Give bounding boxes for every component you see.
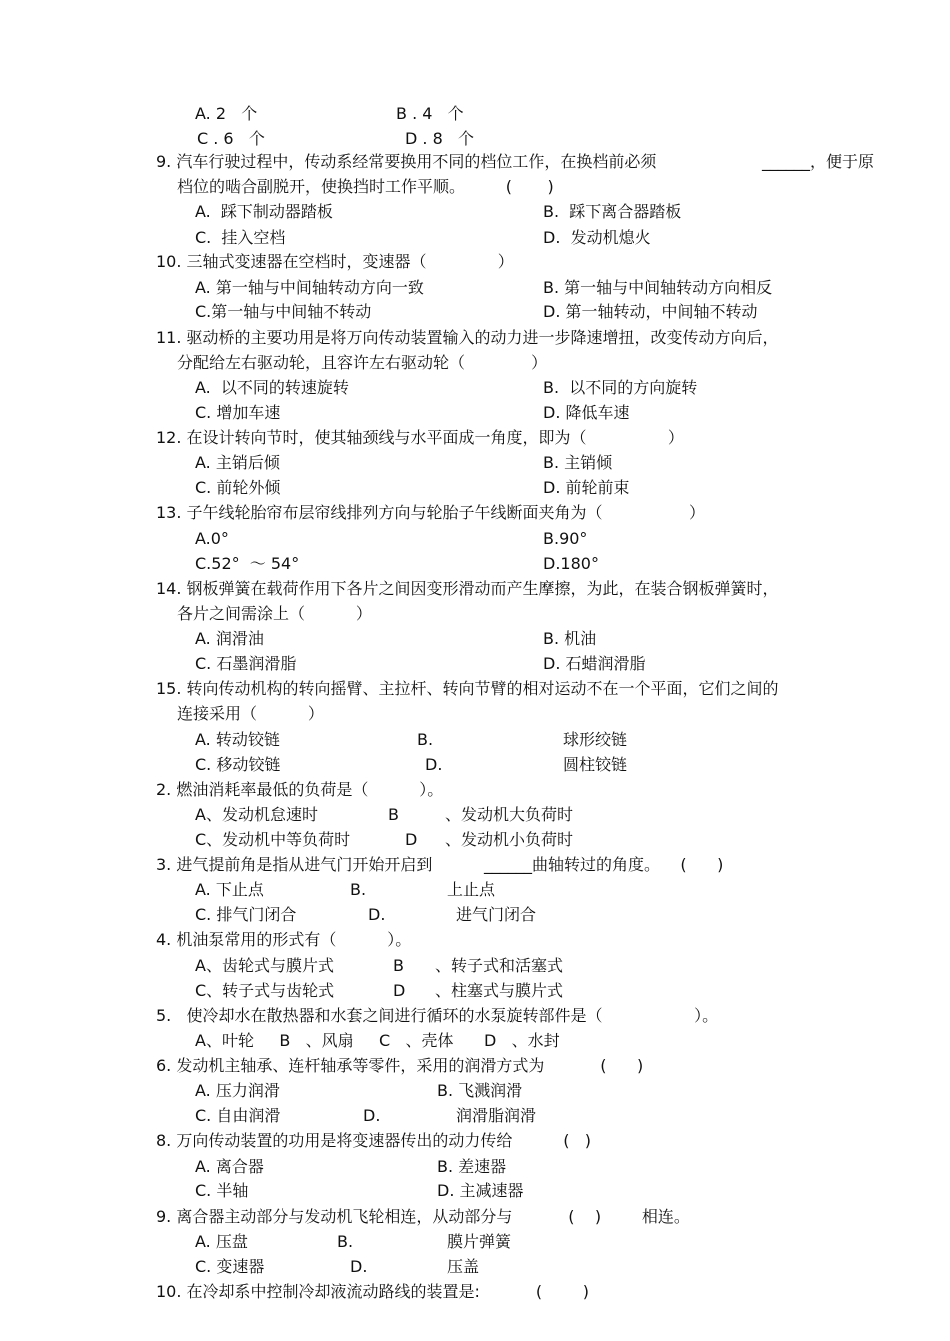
text-line: B. 第一轴与中间轴转动方向相反 <box>543 278 773 297</box>
text-line: A、齿轮式与膜片式 <box>195 956 334 975</box>
text-line: A. 以不同的转速旋转 <box>195 378 349 397</box>
text-line: C. 半轴 <box>195 1181 249 1200</box>
text-line: A.0° <box>195 529 229 548</box>
text-line: D. <box>363 1106 381 1125</box>
text-line: D. <box>425 755 443 774</box>
text-line: D. <box>350 1257 368 1276</box>
text-line: D. 石蜡润滑脂 <box>543 654 646 673</box>
text-line: D. 降低车速 <box>543 403 630 422</box>
text-line: 上止点 <box>447 880 496 899</box>
text-line: C. 移动铰链 <box>195 755 281 774</box>
text-line: C.第一轴与中间轴不转动 <box>195 302 372 321</box>
text-line: 润滑脂润滑 <box>456 1106 537 1125</box>
text-line: 10. 三轴式变速器在空档时，变速器（ ） <box>156 252 514 271</box>
text-line: 13. 子午线轮胎帘布层帘线排列方向与轮胎子午线断面夹角为（ ） <box>156 503 705 522</box>
text-line: 12. 在设计转向节时，使其轴颈线与水平面成一角度，即为（ ） <box>156 428 684 447</box>
text-line: A. 转动铰链 <box>195 730 280 749</box>
text-line: 14. 钢板弹簧在载荷作用下各片之间因变形滑动而产生摩擦，为此，在装合钢板弹簧时， <box>156 579 779 598</box>
text-line: B <box>388 805 399 824</box>
text-line: D <box>393 981 406 1000</box>
text-line: B. 飞溅润滑 <box>437 1081 523 1100</box>
text-line: 15. 转向传动机构的转向摇臂、主拉杆、转向节臂的相对运动不在一个平面，它们之间的 <box>156 679 779 698</box>
text-line: C. 石墨润滑脂 <box>195 654 297 673</box>
text-line: C.52° ～ 54° <box>195 554 300 573</box>
text-line: 4. 机油泵常用的形式有（ ）。 <box>156 930 412 949</box>
text-line: B. 踩下离合器踏板 <box>543 202 682 221</box>
text-line: B <box>393 956 404 975</box>
text-line: A、发动机怠速时 <box>195 805 318 824</box>
text-line: C、发动机中等负荷时 <box>195 830 351 849</box>
text-line: D. 发动机熄火 <box>543 228 651 247</box>
text-line: B.90° <box>543 529 588 548</box>
text-line: 各片之间需涂上（ ） <box>177 604 372 623</box>
text-line: A. 压盘 <box>195 1232 248 1251</box>
text-line: B. <box>417 730 434 749</box>
text-line: B. 以不同的方向旋转 <box>543 378 698 397</box>
text-line: 9. 离合器主动部分与发动机飞轮相连，从动部分与 ( ) 相连。 <box>156 1207 690 1226</box>
text-line: D. 第一轴转动，中间轴不转动 <box>543 302 758 321</box>
text-line: B. 差速器 <box>437 1157 507 1176</box>
text-line: 3. 进气提前角是指从进气门开始开启到 <box>156 855 433 874</box>
text-line: 8. 万向传动装置的功用是将变速器传出的动力传给 ( ) <box>156 1131 591 1150</box>
text-line: C. 前轮外倾 <box>195 478 281 497</box>
text-line: B. 主销倾 <box>543 453 613 472</box>
text-line: C. 自由润滑 <box>195 1106 281 1125</box>
text-line: C、转子式与齿轮式 <box>195 981 335 1000</box>
text-line: D.180° <box>543 554 599 573</box>
text-line: D . 8 个 <box>405 129 475 148</box>
text-line: 、发动机小负荷时 <box>445 830 574 849</box>
text-line: C. 变速器 <box>195 1257 265 1276</box>
text-line: D. 前轮前束 <box>543 478 630 497</box>
text-line: D. <box>368 905 386 924</box>
text-line: ______曲轴转过的角度。 ( ) <box>484 855 724 874</box>
text-line: A. 离合器 <box>195 1157 264 1176</box>
text-line: 膜片弹簧 <box>447 1232 512 1251</box>
text-line: C . 6 个 <box>197 129 265 148</box>
text-line: A. 主销后倾 <box>195 453 280 472</box>
text-line: D. 主减速器 <box>437 1181 524 1200</box>
text-line: A. 润滑油 <box>195 629 264 648</box>
text-line: A、叶轮 B 、风扇 C 、壳体 D 、水封 <box>195 1031 560 1050</box>
text-line: 9. 汽车行驶过程中，传动系经常要换用不同的档位工作，在换档前必须 <box>156 152 657 171</box>
text-line: A. 下止点 <box>195 880 264 899</box>
text-line: B . 4 个 <box>396 104 464 123</box>
text-line: A. 2 个 <box>195 104 258 123</box>
text-line: 连接采用（ ） <box>177 704 324 723</box>
text-line: 圆柱铰链 <box>563 755 628 774</box>
text-line: 2. 燃油消耗率最低的负荷是（ ）。 <box>156 780 444 799</box>
text-line: D <box>405 830 418 849</box>
text-line: B. <box>350 880 367 899</box>
text-line: 6. 发动机主轴承、连杆轴承等零件，采用的润滑方式为 ( ) <box>156 1056 644 1075</box>
text-line: C. 挂入空档 <box>195 228 286 247</box>
text-line: A. 第一轴与中间轴转动方向一致 <box>195 278 424 297</box>
text-line: 、发动机大负荷时 <box>445 805 574 824</box>
text-line: A. 压力润滑 <box>195 1081 280 1100</box>
text-line: 10. 在冷却系中控制冷却液流动路线的装置是: ( ) <box>156 1282 590 1301</box>
text-line: 分配给左右驱动轮，且容许左右驱动轮（ ） <box>177 353 548 372</box>
text-line: 5. 使冷却水在散热器和水套之间进行循环的水泵旋转部件是（ ）。 <box>156 1006 719 1025</box>
text-line: C. 排气门闭合 <box>195 905 297 924</box>
text-line: B. <box>337 1232 354 1251</box>
text-line: A. 踩下制动器踏板 <box>195 202 333 221</box>
text-line: 压盖 <box>447 1257 480 1276</box>
text-line: C. 增加车速 <box>195 403 281 422</box>
text-line: B. 机油 <box>543 629 597 648</box>
text-line: 、柱塞式与膜片式 <box>435 981 564 1000</box>
text-line: 11. 驱动桥的主要功用是将万向传动装置输入的动力进一步降速增扭，改变传动方向后， <box>156 328 779 347</box>
text-line: 、转子式和活塞式 <box>435 956 564 975</box>
text-line: ______，便于原 <box>762 152 875 171</box>
text-line: 档位的啮合副脱开，使换挡时工作平顺。 ( ) <box>177 177 554 196</box>
text-line: 球形绞链 <box>563 730 628 749</box>
text-line: 进气门闭合 <box>456 905 537 924</box>
